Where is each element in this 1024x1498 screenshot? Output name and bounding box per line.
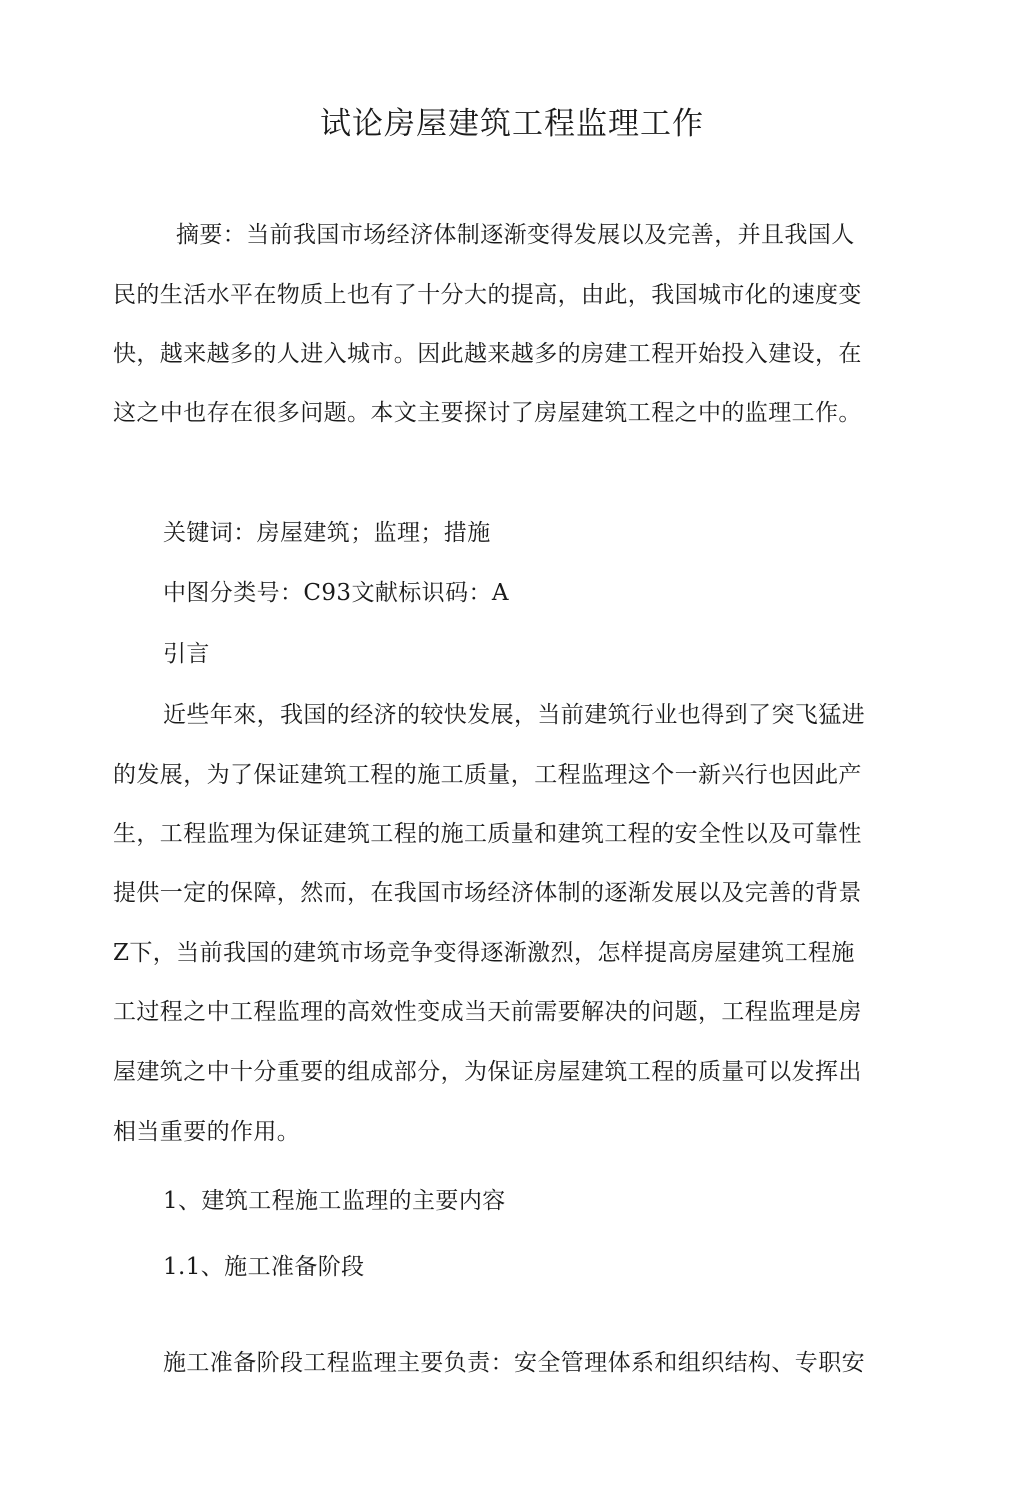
intro-line-5: Z下，当前我国的建筑市场竞争变得逐渐激烈，怎样提高房屋建筑工程施	[113, 940, 855, 966]
intro-line-4: 提供一定的保障，然而，在我国市场经济体制的逐渐发展以及完善的背景	[113, 880, 862, 906]
section-1-1-paragraph-line: 施工准备阶段工程监理主要负责：安全管理体系和组织结构、专职安	[163, 1350, 865, 1376]
intro-line-1: 近些年來，我国的经济的较快发展，当前建筑行业也得到了突飞猛进	[163, 702, 865, 728]
intro-line-3: 生，工程监理为保证建筑工程的施工质量和建筑工程的安全性以及可靠性	[113, 821, 862, 847]
abstract-line-1: 摘要：当前我国市场经济体制逐渐变得发展以及完善，并且我国人	[176, 222, 855, 248]
section-1-heading: 1、建筑工程施工监理的主要内容	[163, 1188, 506, 1214]
intro-heading: 引言	[163, 641, 210, 667]
document-title: 试论房屋建筑工程监理工作	[320, 106, 704, 142]
intro-line-8: 相当重要的作用。	[113, 1119, 301, 1145]
classification-line: 中图分类号：C93文献标识码：A	[163, 580, 509, 606]
intro-line-7: 屋建筑之中十分重要的组成部分，为保证房屋建筑工程的质量可以发挥出	[113, 1059, 862, 1085]
abstract-line-3: 快，越来越多的人进入城市。因此越来越多的房建工程开始投入建设，在	[113, 341, 862, 367]
abstract-line-2: 民的生活水平在物质上也有了十分大的提高，由此，我国城市化的速度变	[113, 282, 862, 308]
section-1-1-heading: 1.1、施工准备阶段	[163, 1254, 365, 1280]
keywords-line: 关键词：房屋建筑；监理；措施	[163, 520, 491, 546]
intro-line-6: 工过程之中工程监理的高效性变成当天前需要解决的问题，工程监理是房	[113, 999, 862, 1025]
abstract-line-4: 这之中也存在很多问题。本文主要探讨了房屋建筑工程之中的监理工作。	[113, 400, 862, 426]
intro-line-2: 的发展，为了保证建筑工程的施工质量，工程监理这个一新兴行也因此产	[113, 762, 862, 788]
